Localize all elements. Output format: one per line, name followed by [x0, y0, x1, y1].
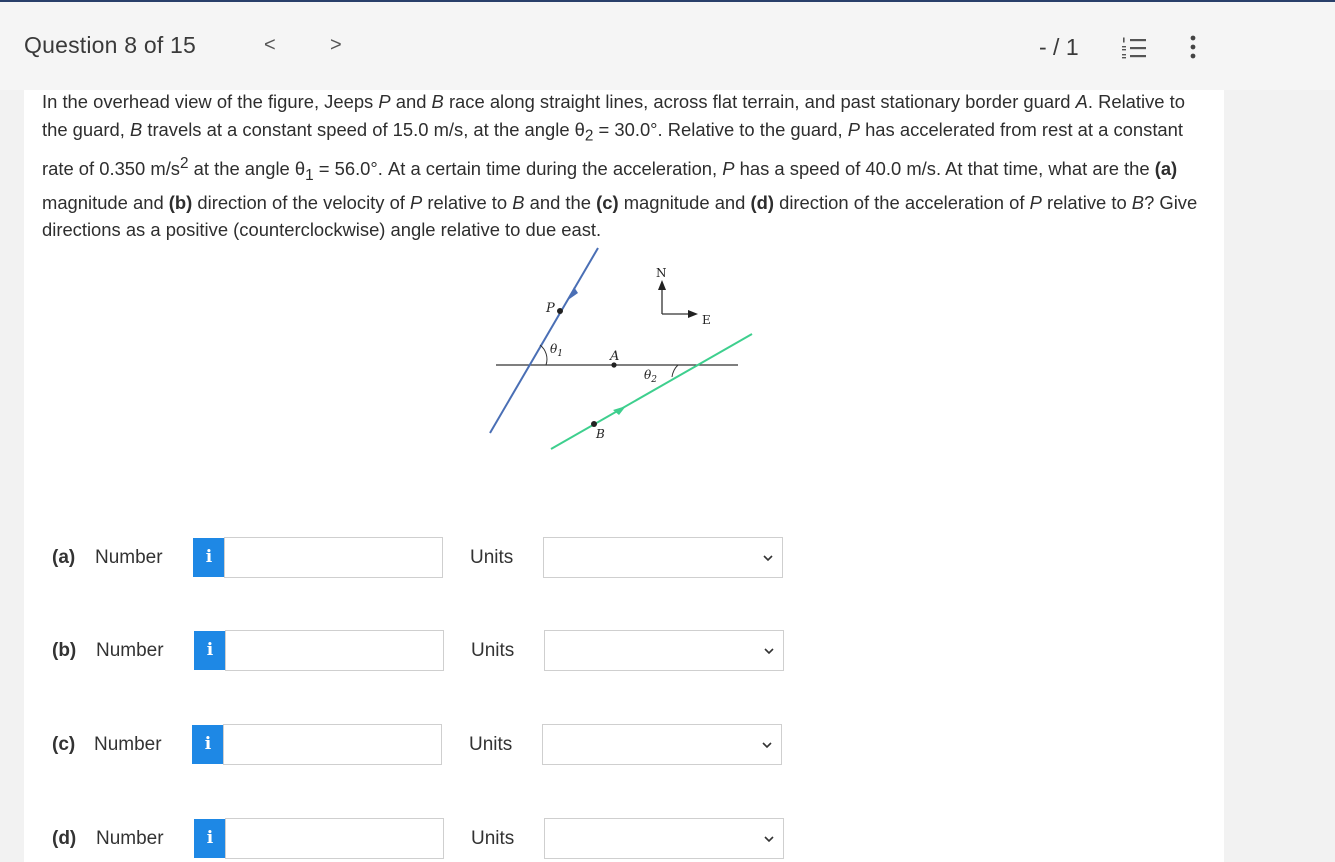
info-icon[interactable]: i — [194, 631, 226, 670]
units-label: Units — [471, 828, 515, 849]
number-input-b[interactable] — [225, 630, 444, 671]
answer-row-a — [0, 537, 1335, 579]
part-label: (b) — [52, 640, 77, 661]
units-label: Units — [471, 640, 515, 661]
units-label: Units — [470, 547, 514, 568]
question-counter: Question 8 of 15 — [24, 32, 196, 58]
part-label: (a) — [52, 547, 76, 568]
part-label: (c) — [52, 734, 76, 755]
label-theta1: $\theta_1$ — [550, 342, 563, 359]
jeep-b-path — [551, 334, 752, 449]
theta1-arc — [540, 345, 547, 365]
label-north: N — [656, 266, 667, 280]
number-input-c[interactable] — [223, 724, 442, 765]
label-p: P — [546, 301, 555, 316]
chevron-down-icon — [762, 552, 774, 564]
label-theta2: $\theta_2$ — [644, 368, 657, 385]
info-icon[interactable]: i — [194, 819, 226, 858]
theta2-arc — [672, 365, 678, 377]
label-b: B — [596, 427, 605, 441]
more-vertical-icon[interactable] — [1187, 34, 1199, 60]
info-icon[interactable]: i — [193, 538, 225, 577]
question-header — [0, 0, 1335, 90]
number-input-a[interactable] — [224, 537, 443, 578]
next-question-button[interactable]: > — [330, 34, 342, 56]
previous-question-button[interactable]: < — [264, 34, 276, 56]
answer-row-d — [0, 818, 1335, 860]
part-label: (d) — [52, 828, 77, 849]
jeep-b-arrow — [613, 406, 626, 415]
overhead-view-figure — [480, 240, 770, 460]
jeep-p-path — [490, 248, 598, 433]
numbered-list-icon[interactable] — [1121, 36, 1147, 60]
question-text: In the overhead view of the figure, Jeeps P and B race along straight lines, across flat terrain, and past stationary border guard A. Relative to the guard, B travels at a constant speed of 15.0 m/s, at the angle $\theta_2 = 30.0^\circ$. Relative to the guard, P has accelerated from rest at a constant rate of 0.350 $m/s^2$ at the angle $\theta_1 = 56.0^\circ$. At a certain time during the acceleration, P has a speed of 40.0 m/s. At that time, what are the (a) magnitude and (b) direction of the velocity of P relative to B and the (c) magnitude and (d) direction of the acceleration of P relative to B? Give directions as a positive (counterclockwise) angle relative to due east. — [42, 91, 1198, 241]
number-label: Number — [94, 734, 162, 755]
number-label: Number — [95, 547, 163, 568]
chevron-down-icon — [763, 645, 775, 657]
chevron-down-icon — [761, 739, 773, 751]
number-label: Number — [96, 640, 164, 661]
units-label: Units — [469, 734, 513, 755]
units-select-a[interactable] — [543, 537, 783, 578]
chevron-down-icon — [763, 833, 775, 845]
number-label: Number — [96, 828, 164, 849]
units-select-b[interactable] — [544, 630, 784, 671]
units-select-c[interactable] — [542, 724, 782, 765]
number-input-d[interactable] — [225, 818, 444, 859]
score-display: - / 1 — [1039, 34, 1079, 60]
jeep-p-dot — [557, 308, 563, 314]
answer-row-b — [0, 630, 1335, 672]
label-a: A — [610, 349, 620, 364]
label-east: E — [702, 313, 711, 327]
answer-row-c — [0, 724, 1335, 766]
info-icon[interactable]: i — [192, 725, 224, 764]
units-select-d[interactable] — [544, 818, 784, 859]
